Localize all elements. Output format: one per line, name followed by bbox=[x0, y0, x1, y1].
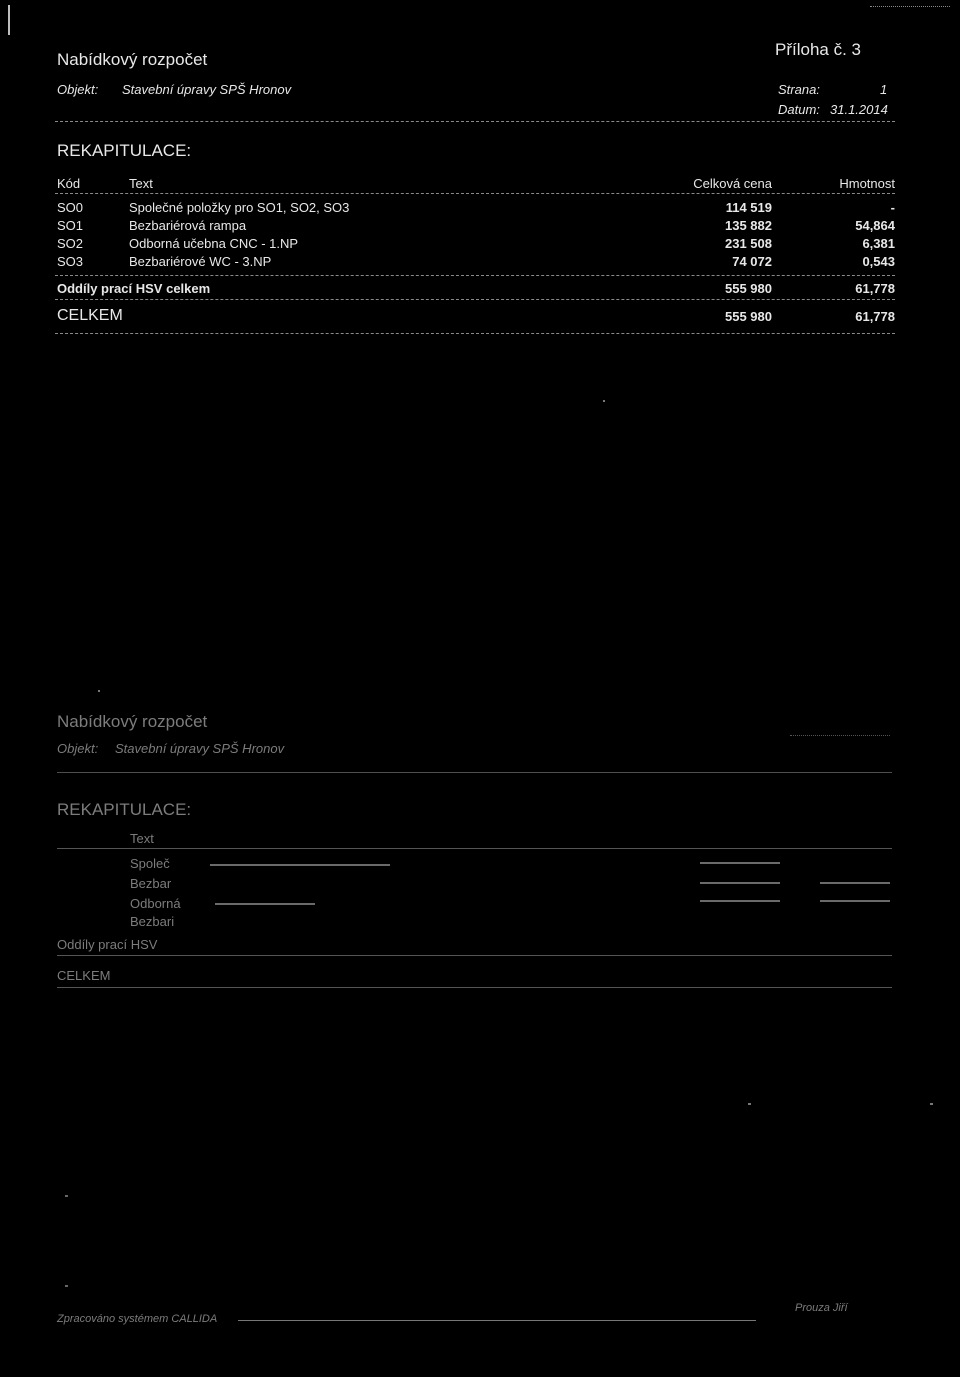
row-price: 135 882 bbox=[725, 218, 772, 233]
subtotal-divider-top bbox=[55, 275, 895, 276]
row-weight: - bbox=[890, 200, 895, 215]
row-text: Bezbariérové WC - 3.NP bbox=[129, 254, 272, 269]
footer-author: Prouza Jiří bbox=[795, 1302, 848, 1314]
column-header-price: Celková cena bbox=[693, 176, 772, 191]
page-value: 1 bbox=[880, 82, 888, 97]
row-weight: 0,543 bbox=[862, 254, 895, 269]
footer-line bbox=[238, 1320, 756, 1321]
column-header-code: Kód bbox=[57, 176, 81, 191]
subtotal-label: Oddíly prací HSV celkem bbox=[57, 281, 211, 296]
scan-speck bbox=[930, 1103, 933, 1105]
total-row bbox=[57, 307, 895, 329]
object-label: Objekt: bbox=[57, 82, 99, 97]
ghost-recap-heading: REKAPITULACE: bbox=[57, 800, 192, 819]
table-row bbox=[57, 200, 895, 218]
row-code: SO2 bbox=[57, 236, 84, 251]
row-price: 114 519 bbox=[725, 200, 772, 215]
subtotal-weight: 61,778 bbox=[855, 281, 895, 296]
page-label: Strana: bbox=[778, 82, 820, 97]
table-row bbox=[57, 254, 895, 272]
ghost-row-smudge bbox=[210, 864, 390, 866]
ghost-header-divider bbox=[57, 772, 892, 773]
row-weight: 54,864 bbox=[855, 218, 895, 233]
table-header bbox=[57, 176, 895, 194]
row-text: Společné položky pro SO1, SO2, SO3 bbox=[129, 200, 350, 215]
scan-speck bbox=[603, 400, 605, 402]
row-text: Odborná učebna CNC - 1.NP bbox=[129, 236, 299, 251]
total-price: 555 980 bbox=[725, 309, 772, 324]
ghost-row-text: Bezbari bbox=[130, 914, 175, 929]
ghost-row-smudge bbox=[820, 900, 890, 902]
recap-heading: REKAPITULACE: bbox=[57, 141, 192, 160]
subtotal-price: 555 980 bbox=[725, 281, 772, 296]
ghost-row-text: Bezbar bbox=[130, 876, 172, 891]
ghost-row-smudge bbox=[700, 882, 780, 884]
header-divider bbox=[55, 121, 895, 122]
row-code: SO0 bbox=[57, 200, 84, 215]
ghost-header-divider-2 bbox=[57, 848, 892, 849]
top-edge-line bbox=[870, 6, 950, 7]
scan-speck bbox=[98, 690, 100, 692]
ghost-total-divider bbox=[57, 987, 892, 988]
column-header-text: Text bbox=[129, 176, 153, 191]
ghost-total: CELKEM bbox=[57, 968, 111, 983]
ghost-title: Nabídkový rozpočet bbox=[57, 712, 208, 731]
table-header-divider bbox=[55, 193, 895, 194]
attachment-label: Příloha č. 3 bbox=[775, 40, 861, 59]
scan-speck bbox=[65, 1195, 68, 1197]
total-label: CELKEM bbox=[57, 307, 123, 324]
total-divider bbox=[55, 333, 895, 334]
table-row bbox=[57, 236, 895, 254]
ghost-text-column: Text bbox=[130, 831, 154, 846]
document-title: Nabídkový rozpočet bbox=[57, 50, 208, 69]
ghost-row-smudge bbox=[820, 882, 890, 884]
row-code: SO3 bbox=[57, 254, 84, 269]
ghost-row-smudge bbox=[700, 900, 780, 902]
ghost-object-label: Objekt: bbox=[57, 741, 99, 756]
ghost-row-smudge bbox=[215, 903, 315, 905]
ghost-row-smudge bbox=[700, 862, 780, 864]
date-label: Datum: bbox=[778, 102, 820, 117]
row-text: Bezbariérová rampa bbox=[129, 218, 247, 233]
subtotal-row bbox=[57, 281, 895, 299]
column-header-weight: Hmotnost bbox=[839, 176, 895, 191]
ghost-subtotal-divider bbox=[57, 955, 892, 956]
scan-speck bbox=[748, 1103, 751, 1105]
ghost-header-marks bbox=[790, 735, 890, 766]
ghost-subtotal: Oddíly prací HSV bbox=[57, 937, 158, 952]
row-code: SO1 bbox=[57, 218, 84, 233]
row-price: 231 508 bbox=[725, 236, 772, 251]
table-row bbox=[57, 218, 895, 236]
footer-software: Zpracováno systémem CALLIDA bbox=[57, 1313, 218, 1325]
date-value: 31.1.2014 bbox=[830, 102, 888, 117]
ghost-row-text: Odborná bbox=[130, 896, 181, 911]
subtotal-divider-bottom bbox=[55, 299, 895, 300]
scan-speck bbox=[65, 1285, 68, 1287]
total-weight: 61,778 bbox=[855, 309, 895, 324]
object-value: Stavební úpravy SPŠ Hronov bbox=[122, 82, 292, 97]
margin-mark bbox=[8, 5, 10, 35]
ghost-row-text: Společ bbox=[130, 856, 170, 871]
row-price: 74 072 bbox=[732, 254, 772, 269]
row-weight: 6,381 bbox=[862, 236, 895, 251]
ghost-object-value: Stavební úpravy SPŠ Hronov bbox=[115, 741, 285, 756]
